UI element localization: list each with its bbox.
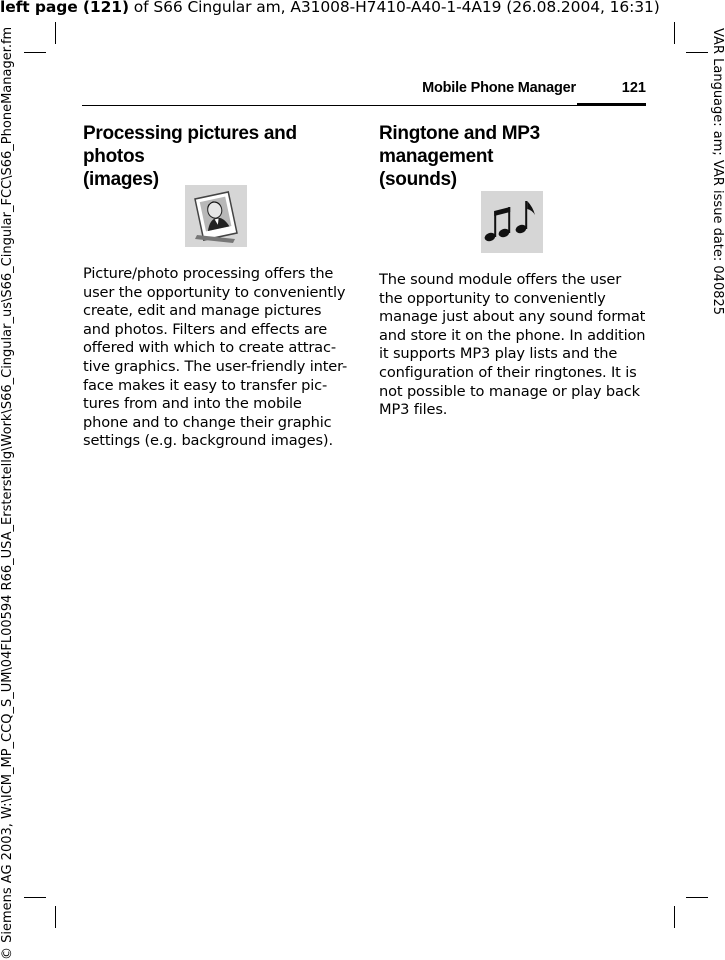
- copyright-path-text: © Siemens AG 2003, W:\ICM_MP_CCQ_S_UM\04FL00594 R66_USA_Ersterstellg\Work\S66_Cingular_us\S66_Cingular_FCC\S66_PhoneManager.fm: [0, 26, 15, 960]
- sounds-paragraph: [379, 271, 649, 420]
- running-header-title: Mobile Phone Manager: [422, 80, 576, 96]
- sounds-heading-line: Ringtone and MP3 management: [379, 123, 540, 167]
- text-line: manage just about any sound format: [379, 308, 646, 326]
- crop-mark: [55, 22, 56, 44]
- crop-mark: [24, 52, 46, 53]
- text-line: and store it on the phone. In addition: [379, 326, 646, 344]
- crop-mark: [674, 22, 675, 44]
- images-heading: [83, 122, 363, 191]
- text-line: tures from and into the mobile: [83, 395, 302, 413]
- document-meta-line: [0, 0, 725, 16]
- page-number: 121: [621, 80, 646, 96]
- photo-portrait-icon: [185, 185, 247, 247]
- music-notes-icon: [481, 191, 543, 253]
- images-paragraph: [83, 265, 355, 451]
- sounds-heading: [379, 122, 659, 191]
- images-heading-line: (images): [83, 169, 159, 190]
- text-line: face makes it easy to transfer pic-: [83, 376, 328, 394]
- crop-mark: [686, 897, 708, 898]
- crop-mark: [24, 897, 46, 898]
- text-line: settings (e.g. background images).: [83, 432, 333, 450]
- text-line: Picture/photo processing offers the: [83, 265, 334, 282]
- images-heading-line: Processing pictures and photos: [83, 123, 297, 167]
- meta-page-label: left page (121): [0, 0, 129, 16]
- text-line: The sound module offers the user: [379, 271, 622, 288]
- text-line: not possible to manage or play back: [379, 382, 640, 400]
- crop-mark: [674, 906, 675, 928]
- text-line: configuration of their ringtones. It is: [379, 363, 637, 381]
- text-line: the opportunity to conveniently: [379, 289, 606, 307]
- header-rule: [82, 105, 646, 106]
- var-language-text: VAR Language: am; VAR issue date: 040825: [710, 28, 725, 316]
- text-line: create, edit and manage pictures: [83, 302, 322, 320]
- page-number-rule: [577, 103, 646, 106]
- crop-mark: [686, 52, 708, 53]
- var-language-vertical: [710, 28, 725, 428]
- text-line: offered with which to create attrac-: [83, 339, 336, 357]
- sounds-heading-line: (sounds): [379, 169, 457, 190]
- text-line: tive graphics. The user-friendly inter-: [83, 357, 348, 375]
- meta-document-info: of S66 Cingular am, A31008-H7410-A40-1-4A19 (26.08.2004, 16:31): [128, 0, 660, 16]
- text-line: it supports MP3 play lists and the: [379, 345, 618, 363]
- text-line: user the opportunity to conveniently: [83, 283, 346, 301]
- text-line: MP3 files.: [379, 401, 448, 419]
- text-line: phone and to change their graphic: [83, 413, 332, 431]
- text-line: and photos. Filters and effects are: [83, 320, 328, 338]
- crop-mark: [55, 906, 56, 928]
